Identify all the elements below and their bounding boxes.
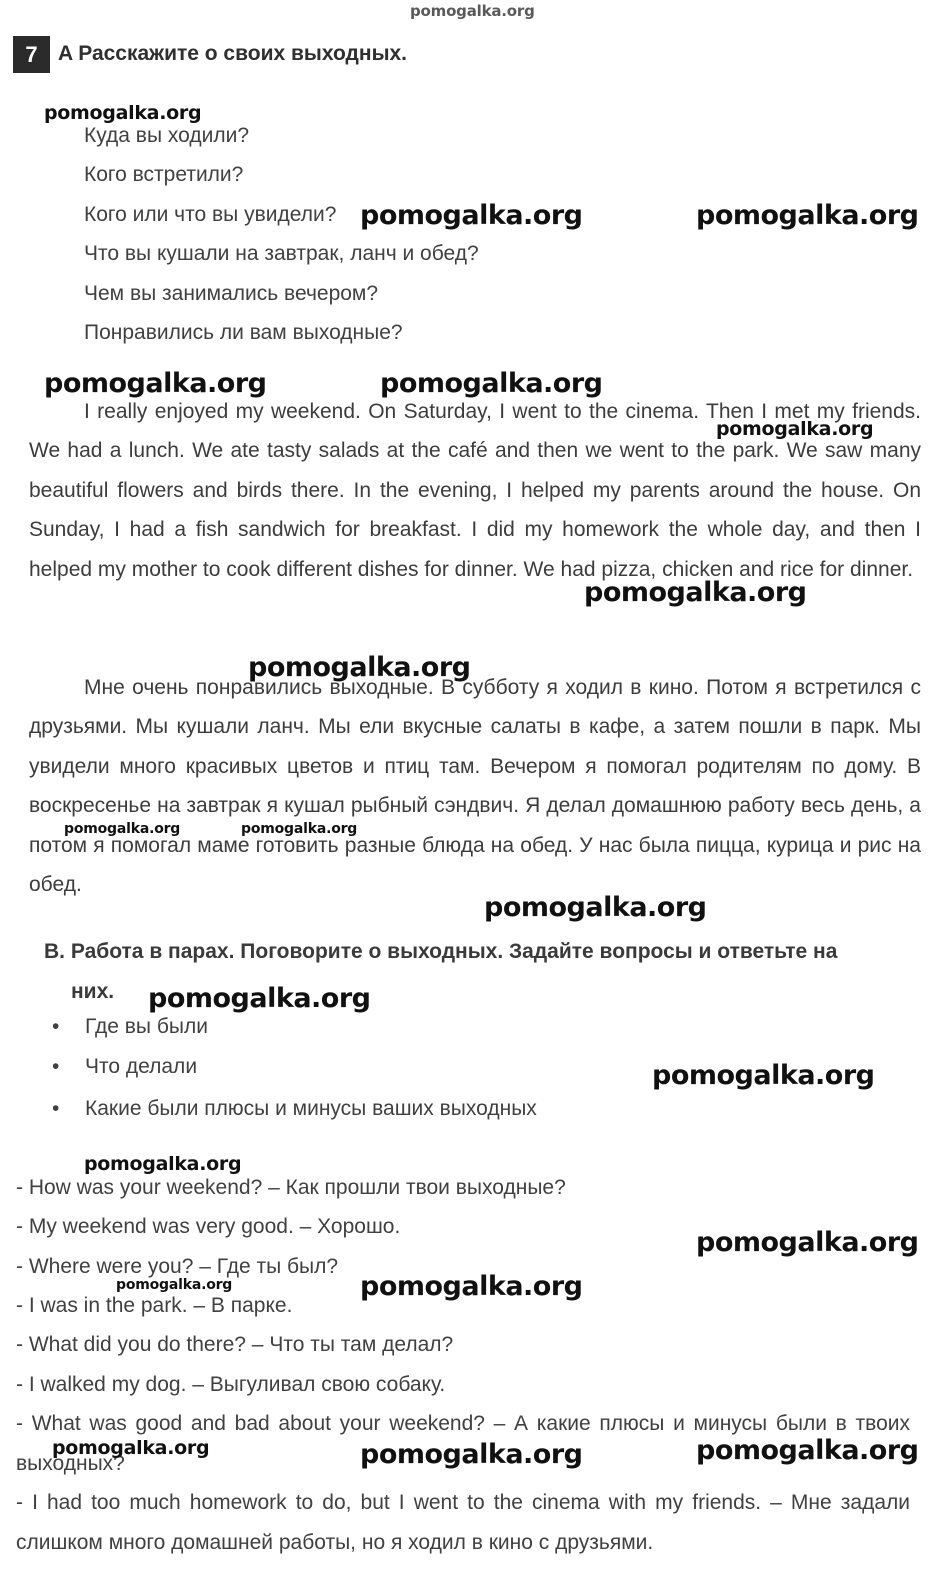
watermark-text: pomogalka.org: [148, 983, 371, 1014]
watermark-text: pomogalka.org: [44, 368, 267, 399]
watermark-text: pomogalka.org: [380, 368, 603, 399]
bullet-list-item: [52, 1015, 208, 1039]
watermark-text: pomogalka.org: [64, 821, 181, 837]
watermark-text: pomogalka.org: [696, 200, 919, 231]
dialogue-line: - Where were you? – Где ты был?: [16, 1255, 339, 1278]
watermark-text: pomogalka.org: [241, 821, 358, 837]
question-item: Кого или что вы увидели?: [84, 203, 337, 226]
dialogue-line: - I was in the park. – В парке.: [16, 1294, 293, 1317]
watermark-text: pomogalka.org: [484, 892, 707, 923]
watermark-text: pomogalka.org: [360, 1271, 583, 1302]
dialogue-line: - I had too much homework to do, but I went to the cinema with my friends. – Мне задали слишком много домашней работы, но я ходил в кино с друзьями.: [16, 1491, 910, 1554]
dialogue-line: - What did you do there? – Что ты там делал?: [16, 1333, 454, 1356]
task-a-title: A Расскажите о своих выходных.: [58, 42, 408, 65]
russian-answer-paragraph: [29, 668, 921, 904]
dialogue-line: - I walked my dog. – Выгуливал свою собаку.: [16, 1373, 446, 1396]
dialogue-line: - What was good and bad about your weekend? – А какие плюсы и минусы были в твоих выходных?: [16, 1412, 910, 1475]
watermark-text: pomogalka.org: [52, 1437, 210, 1459]
watermark-text: pomogalka.org: [360, 1439, 583, 1470]
bullet-dot-icon: •: [52, 1055, 60, 1078]
watermark-text: pomogalka.org: [696, 1435, 919, 1466]
bullet-text: Где вы были: [85, 1015, 208, 1038]
watermark-text: pomogalka.org: [696, 1227, 919, 1258]
watermark-text: pomogalka.org: [248, 652, 471, 683]
watermark-text: pomogalka.org: [584, 577, 807, 608]
dialogue-line: - How was your weekend? – Как прошли твои выходные?: [16, 1176, 566, 1199]
question-item: Чем вы занимались вечером?: [84, 282, 379, 305]
bullet-text: Какие были плюсы и минусы ваших выходных: [85, 1097, 537, 1120]
watermark-text: pomogalka.org: [716, 418, 874, 440]
site-header-watermark: pomogalka.org: [410, 2, 535, 20]
question-item: Кого встретили?: [84, 163, 244, 186]
exercise-number-badge: 7: [13, 36, 50, 73]
russian-answer-text: Мне очень понравились выходные. В субботу я ходил в кино. Потом я встретился с друзьями. Мы кушали ланч. Мы ели вкусные салаты в кафе, а затем пошли в парк. Мы увидели много красивых цветов и птиц там. Вечером я помогал родителям по дому. В воскресенье на завтрак я кушал рыбный сэндвич. Я делал домашнюю работу весь день, а потом я помогал маме готовить разные блюда на обед. У нас была пицца, курица и рис на обед.: [29, 676, 921, 897]
watermark-text: pomogalka.org: [652, 1060, 875, 1091]
watermark-text: pomogalka.org: [44, 102, 202, 124]
task-b-line-1: B. Работа в парах. Поговорите о выходных. Задайте вопросы и ответьте на: [44, 940, 838, 963]
english-answer-text: I really enjoyed my weekend. On Saturday, I went to the cinema. Then I met my friends. We had a lunch. We ate tasty salads at the café and then we went to the park. We saw many beautiful flowers and birds there. In the evening, I helped my parents around the house. On Sunday, I had a fish sandwich for breakfast. I did my homework the whole day, and then I helped my mother to cook different dishes for dinner. We had pizza, chicken and rice for dinner.: [29, 400, 921, 581]
question-item: Понравились ли вам выходные?: [84, 321, 403, 344]
task-b-line-2: них.: [71, 980, 115, 1003]
question-item: Что вы кушали на завтрак, ланч и обед?: [84, 242, 479, 265]
bullet-list-item: [52, 1055, 197, 1079]
question-item: Куда вы ходили?: [84, 124, 250, 147]
watermark-text: pomogalka.org: [360, 200, 583, 231]
bullet-dot-icon: •: [52, 1097, 60, 1120]
bullet-list-item: [52, 1097, 537, 1121]
dialogue-line: - My weekend was very good. – Хорошо.: [16, 1215, 401, 1238]
watermark-text: pomogalka.org: [84, 1153, 242, 1175]
bullet-text: Что делали: [85, 1055, 198, 1078]
watermark-text: pomogalka.org: [116, 1277, 233, 1293]
bullet-dot-icon: •: [52, 1015, 60, 1038]
